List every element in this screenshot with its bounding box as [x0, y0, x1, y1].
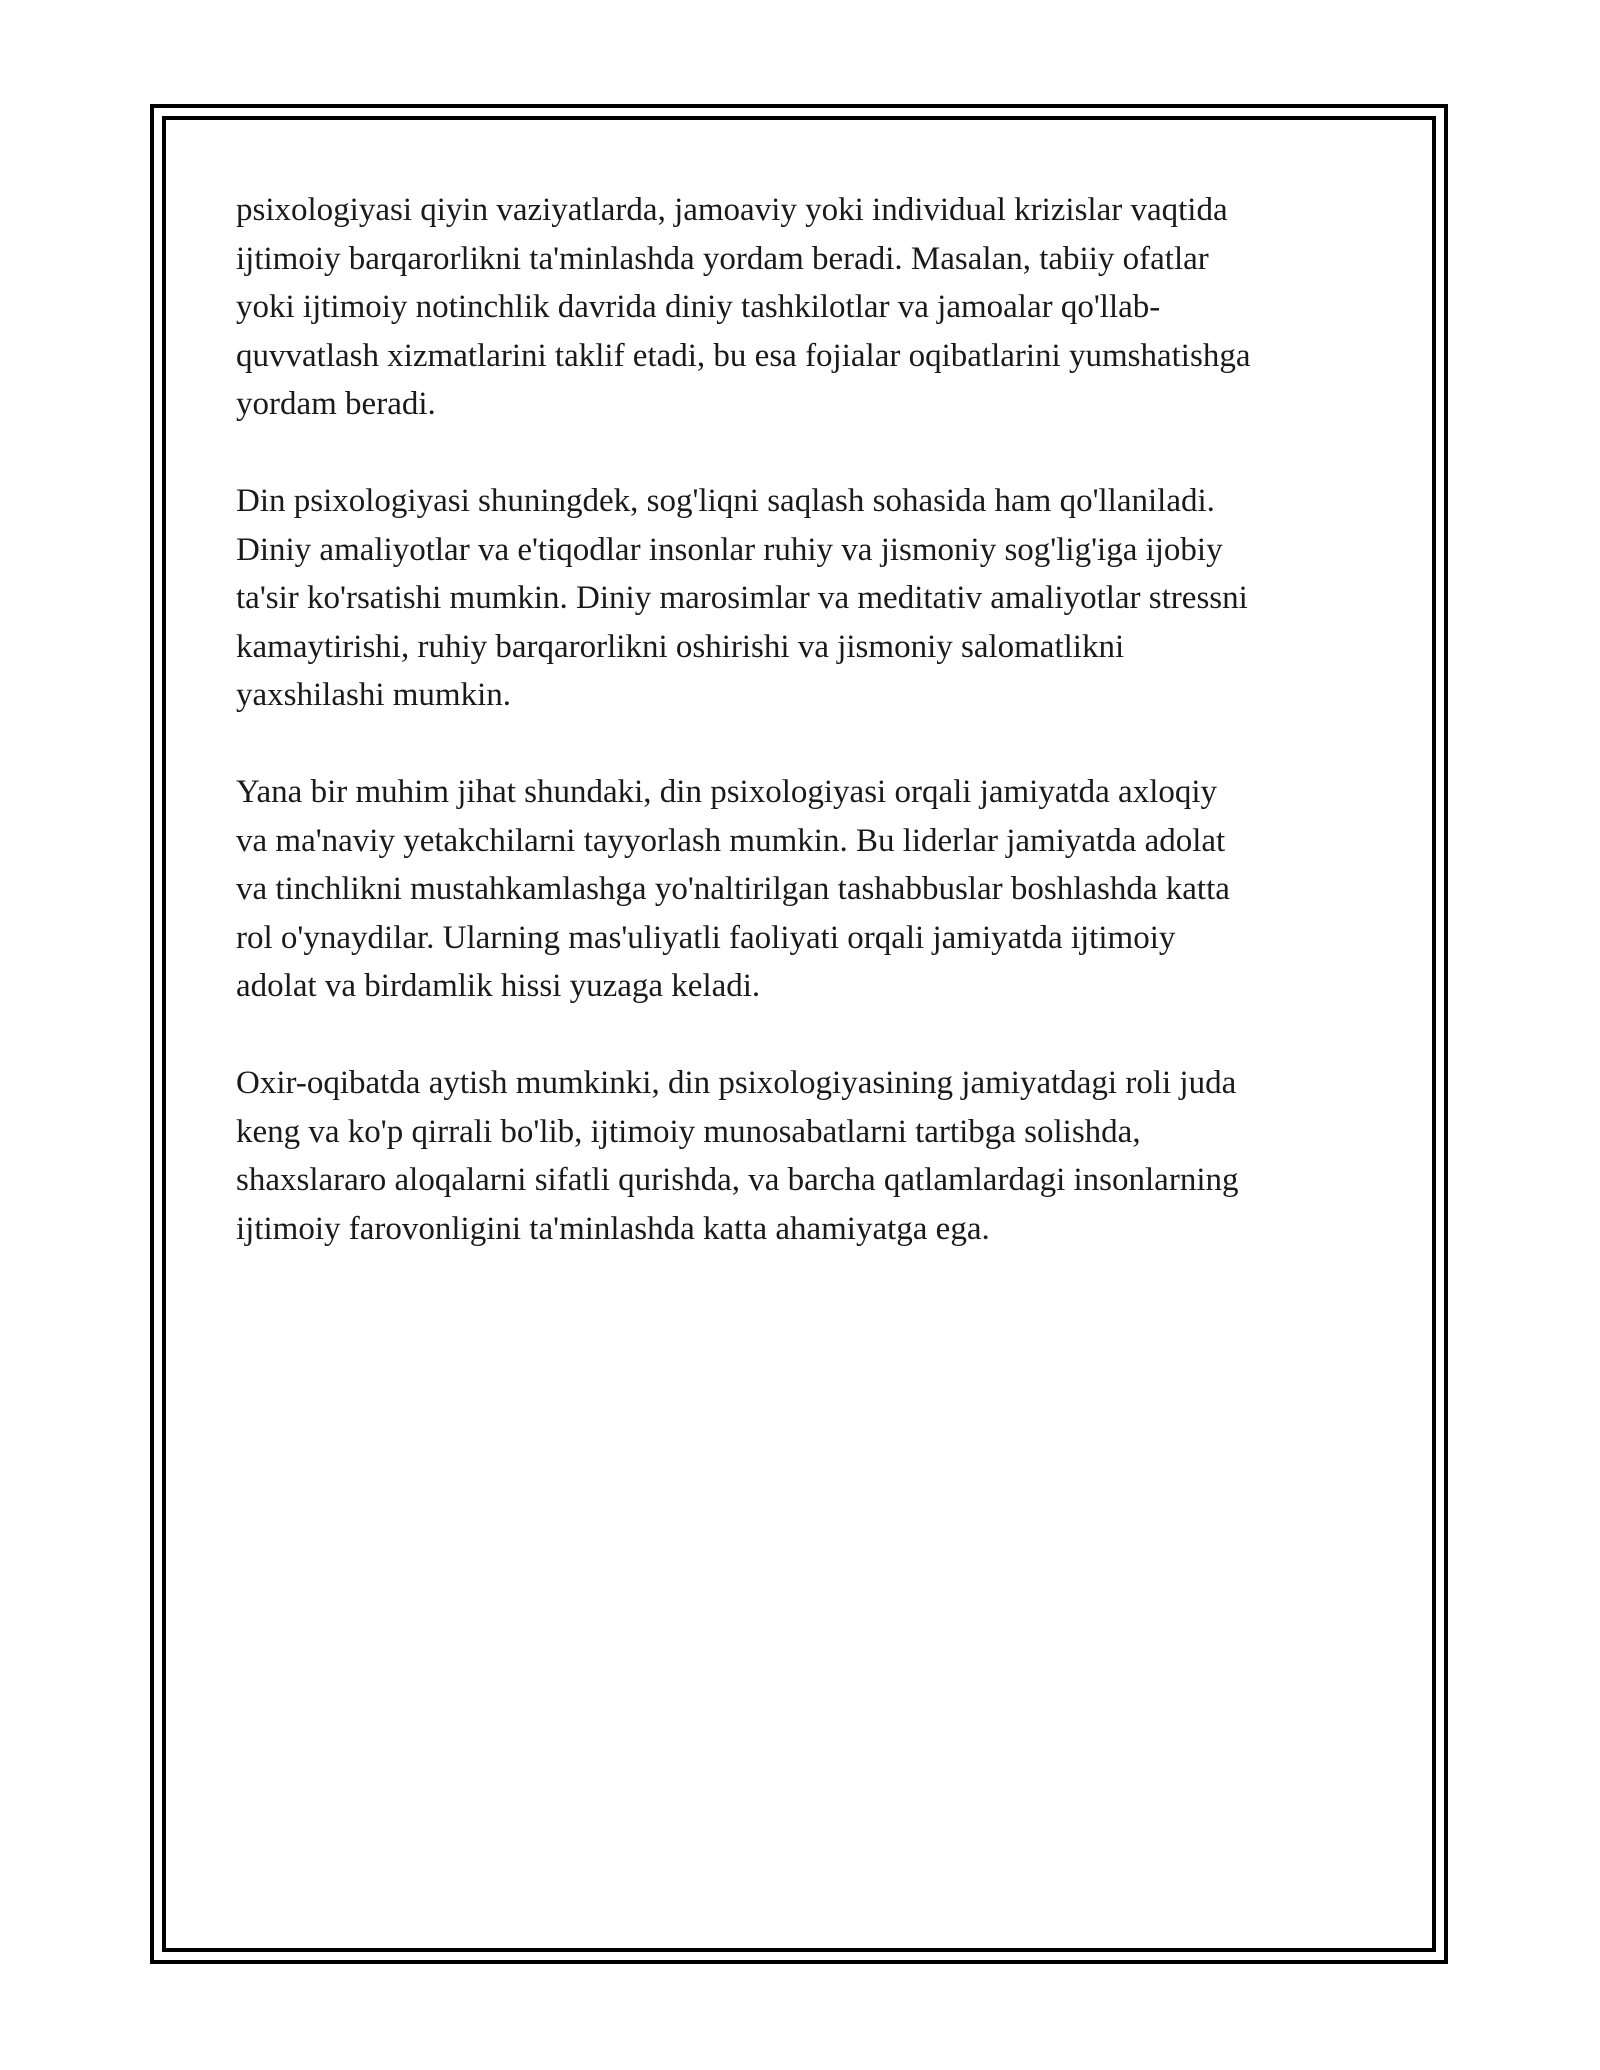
text-line: keng va ko'p qirrali bo'lib, ijtimoiy munosabatlarni tartibga solishda,	[236, 1113, 1141, 1150]
text-line: ijtimoiy barqarorlikni ta'minlashda yordam beradi. Masalan, tabiiy ofatlar	[236, 240, 1209, 277]
text-line: Diniy amaliyotlar va e'tiqodlar insonlar ruhiy va jismoniy sog'lig'iga ijobiy	[236, 531, 1223, 568]
text-line: Din psixologiyasi shuningdek, sog'liqni saqlash sohasida ham qo'llaniladi.	[236, 483, 1215, 519]
text-line: quvvatlash xizmatlarini taklif etadi, bu esa fojialar oqibatlarini yumshatishga	[236, 337, 1251, 374]
text-line: yordam beradi.	[236, 386, 436, 422]
paragraph-2	[236, 477, 1366, 720]
paragraph-4	[236, 1059, 1366, 1253]
text-line: ta'sir ko'rsatishi mumkin. Diniy marosimlar va meditativ amaliyotlar stressni	[236, 580, 1248, 616]
text-line: Oxir-oqibatda aytish mumkinki, din psixologiyasining jamiyatdagi roli juda	[236, 1065, 1237, 1101]
text-line: yoki ijtimoiy notinchlik davrida diniy tashkilotlar va jamoalar qo'llab-	[236, 289, 1161, 325]
document-body	[236, 186, 1366, 1302]
text-line: Yana bir muhim jihat shundaki, din psixologiyasi orqali jamiyatda axloqiy	[236, 774, 1218, 810]
text-line: va ma'naviy yetakchilarni tayyorlash mumkin. Bu liderlar jamiyatda adolat	[236, 822, 1226, 859]
text-line: shaxslararo aloqalarni sifatli qurishda, va barcha qatlamlardagi insonlarning	[236, 1162, 1239, 1198]
text-line: adolat va birdamlik hissi yuzaga keladi.	[236, 968, 761, 1004]
text-line: va tinchlikni mustahkamlashga yo'naltirilgan tashabbuslar boshlashda katta	[236, 871, 1230, 907]
paragraph-3	[236, 768, 1366, 1011]
text-line: kamaytirishi, ruhiy barqarorlikni oshirishi va jismoniy salomatlikni	[236, 628, 1125, 665]
text-line: psixologiyasi qiyin vaziyatlarda, jamoaviy yoki individual krizislar vaqtida	[236, 192, 1228, 228]
paragraph-1	[236, 186, 1366, 429]
text-line: yaxshilashi mumkin.	[236, 677, 511, 713]
text-line: rol o'ynaydilar. Ularning mas'uliyatli faoliyati orqali jamiyatda ijtimoiy	[236, 919, 1176, 956]
text-line: ijtimoiy farovonligini ta'minlashda katta ahamiyatga ega.	[236, 1210, 990, 1247]
